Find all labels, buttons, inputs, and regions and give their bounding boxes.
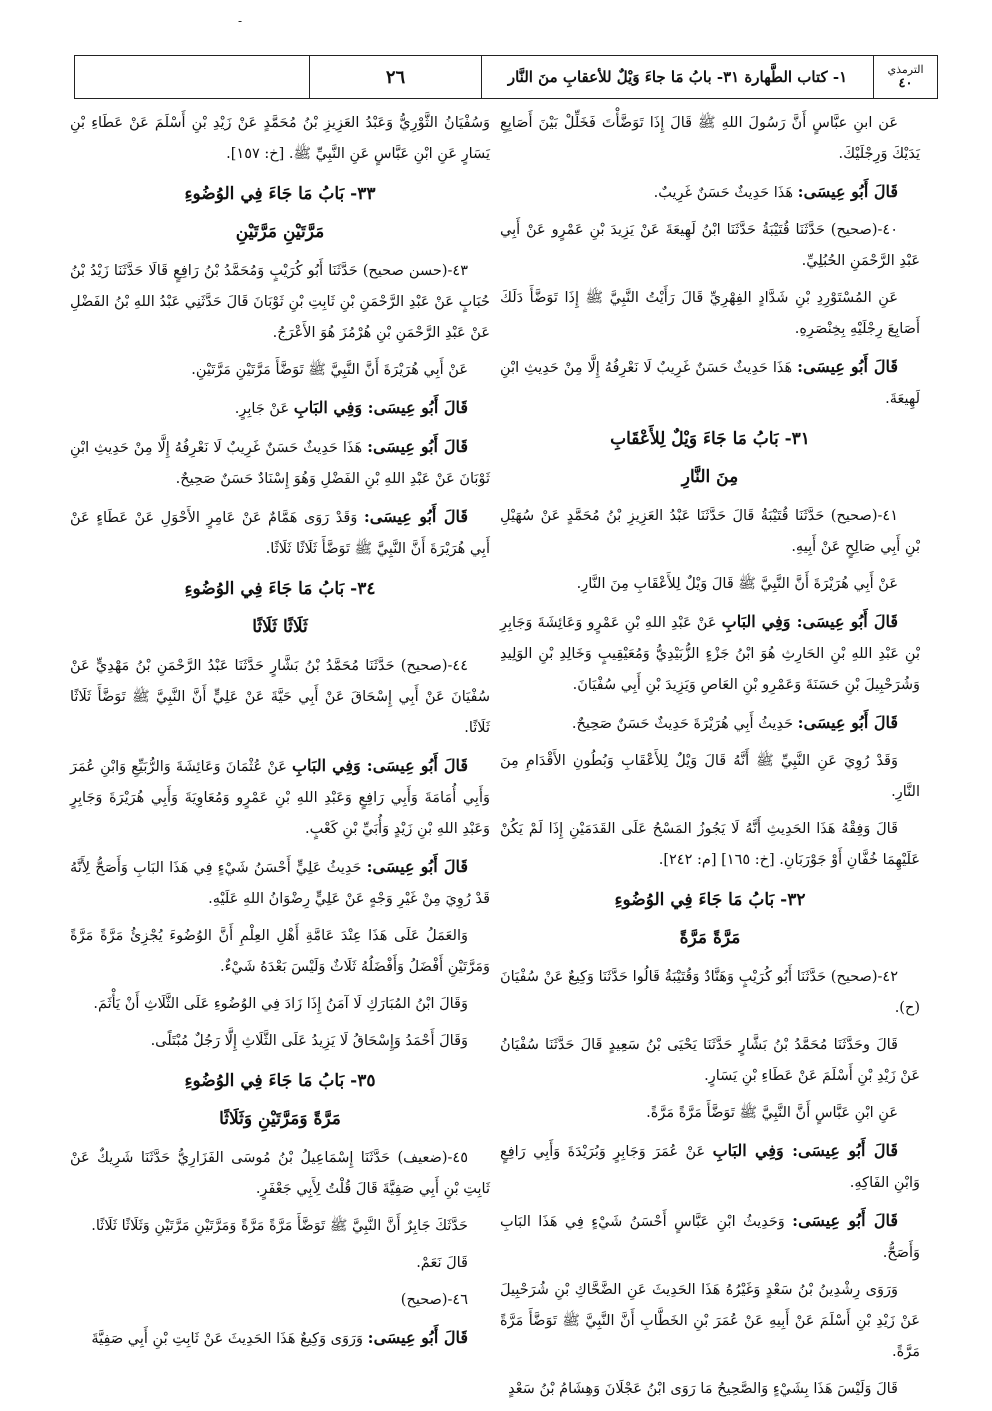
paragraph	[500, 606, 920, 701]
book-label	[873, 56, 937, 98]
chapter-subheading-31: مِنَ النَّارِ	[681, 467, 739, 487]
top-mark: -	[238, 14, 243, 28]
chapter-subheading-33: مَرَّتَيْنِ مَرَّتَيْنِ	[235, 222, 325, 242]
chapter-subheading-35: مَرَّةً وَمَرَّتَيْنِ وَثَلَاثًا	[219, 1109, 341, 1129]
speaker: قَالَ أَبُو عِيسَى:	[792, 1211, 899, 1230]
paragraph-text: هَذَا حَدِيثٌ حَسَنٌ غَرِيبٌ لَا نَعْرِفُهُ إِلَّا مِنْ حَدِيثِ ابْنِ ثَوْبَانَ عَنْ عَبْدِ اللهِ بْنِ الفَضْلِ وَهُوَ إِسْنَادٌ حَسَنٌ صَحِيحٌ.	[70, 440, 490, 487]
left-column	[70, 108, 490, 1361]
speaker: قَالَ أَبُو عِيسَى:	[366, 857, 468, 876]
speaker: قَالَ أَبُو عِيسَى: وَفِي البَابِ	[721, 612, 898, 631]
hadith-43: ٤٣-(حسن صحيح) حَدَّثَنَا أَبُو كُرَيْبٍ وَمُحَمَّدُ بْنُ رَافِعٍ قَالَا حَدَّثَنَا زَيْدُ بْنُ حُبَابٍ عَنْ عَبْدِ الرَّحْمَنِ بْنِ ثَابِتِ بْنِ ثَوْبَانَ قَالَ حَدَّثَنِي عَبْدُ اللهِ بْنُ الفَضْلِ عَنْ عَبْدِ الرَّحْمَنِ بْنِ هُرْمُزَ هُوَ الأَعْرَجُ.	[70, 263, 490, 341]
paragraph	[500, 351, 920, 415]
paragraph: وَقَالَ أَحْمَدُ وَإِسْحَاقُ لَا يَزِيدُ عَلَى الثَّلَاثِ إِلَّا رَجُلٌ مُبْتَلًى.	[150, 1033, 468, 1049]
paragraph	[70, 392, 490, 425]
paragraph-text: عَنْ جَابِرٍ.	[234, 401, 294, 417]
speaker: قَالَ أَبُو عِيسَى:	[797, 713, 898, 732]
book-number: ٤٠	[898, 76, 913, 91]
paragraph	[70, 431, 490, 495]
paragraph	[70, 501, 490, 565]
speaker: قَالَ أَبُو عِيسَى: وَفِي البَابِ	[291, 756, 469, 775]
speaker: قَالَ أَبُو عِيسَى: وَفِي البَابِ	[293, 398, 468, 417]
chapter-subheading-34: ثَلَاثًا ثَلَاثًا	[252, 617, 308, 637]
paragraph: عَنْ أَبِي هُرَيْرَةَ أَنَّ النَّبِيَّ ﷺ قَالَ وَيْلٌ لِلأَعْقَابِ مِنَ النَّارِ.	[576, 576, 898, 592]
paragraph-text: عَنْ عُثْمَانَ وَعَائِشَةَ وَالرُّبَيِّعِ وَابْنِ عُمَرَ وَأَبِي أُمَامَةَ وَأَبِي رَافِعٍ وَعَبْدِ اللهِ بْنِ عَمْرٍو وَمُعَاوِيَةَ وَأَبِي هُرَيْرَةَ وَجَابِرٍ وَعَبْدِ اللهِ بْنِ زَيْدٍ وَأُبَيِّ بْنِ كَعْبٍ.	[70, 759, 490, 837]
paragraph-text: حَدِيثُ عَلِيٍّ أَحْسَنُ شَيْءٍ فِي هَذَا البَابِ وَأَصَحُّ لِأَنَّهُ قَدْ رُوِيَ مِنْ غَيْرِ وَجْهٍ عَنْ عَلِيٍّ رِضْوَانُ اللهِ عَلَيْهِ.	[70, 860, 490, 907]
paragraph-text: هَذَا حَدِيثٌ حَسَنٌ غَرِيبٌ لَا نَعْرِفُهُ إِلَّا مِنْ حَدِيثِ ابْنِ لَهِيعَةَ.	[500, 360, 920, 407]
paragraph	[500, 1205, 920, 1269]
paragraph-text: هَذَا حَدِيثٌ حَسَنٌ غَرِيبٌ.	[653, 185, 798, 201]
paragraph: عَن ابنِ عبَّاسٍ أَنَّ رَسُولَ اللهِ ﷺ قَالَ إِذَا تَوَضَّأْتَ فَخَلِّلْ بَيْنَ أَصَابِعِ يَدَيْكَ وَرِجْلَيْكَ.	[500, 115, 920, 162]
speaker: قَالَ أَبُو عِيسَى: وَفِي البَابِ	[712, 1141, 898, 1160]
paragraph: وَقَدْ رُوِيَ عَنِ النَّبِيِّ ﷺ أَنَّهُ قَالَ وَيْلٌ لِلأَعْقَابِ وَبُطُونِ الأَقْدَامِ مِنَ النَّارِ.	[500, 753, 920, 800]
paragraph	[70, 750, 490, 845]
paragraph-text: عَنْ عَبْدِ اللهِ بْنِ عَمْرٍو وَعَائِشَةَ وَجَابِرِ بْنِ عَبْدِ اللهِ بْنِ الحَارِثِ هُوَ ابْنُ جَزْءٍ الزُّبَيْدِيُّ وَمُعَيْقِيبٍ وَخَالِدِ بْنِ الوَلِيدِ وَشُرَحْبِيلَ بْنِ حَسَنَةَ وَعَمْرِو بْنِ العَاصِ وَيَزِيدَ بْنِ أَبِي سُفْيَانَ.	[500, 615, 920, 693]
paragraph: حَدَّثَكَ جَابِرٌ أَنَّ النَّبِيَّ ﷺ تَوَضَّأَ مَرَّةً مَرَّةً وَمَرَّتَيْنِ مَرَّتَيْنِ وَثَلَاثًا ثَلَاثًا.	[91, 1218, 468, 1234]
paragraph: عَنْ أَبِي هُرَيْرَةَ أَنَّ النَّبِيَّ ﷺ تَوَضَّأَ مَرَّتَيْنِ مَرَّتَيْنِ.	[191, 362, 468, 378]
hadith-45: ٤٥-(ضعيف) حَدَّثَنَا إِسْمَاعِيلُ بْنُ مُوسَى الفَزَارِيُّ حَدَّثَنَا شَرِيكٌ عَنْ ثَابِتِ بْنِ أَبِي صَفِيَّةَ قَالَ قُلْتُ لِأَبِي جَعْفَرٍ.	[70, 1150, 490, 1197]
paragraph	[500, 176, 920, 209]
chapter-heading-34: ٣٤- بَابُ مَا جَاءَ فِي الوُضُوءِ	[184, 579, 376, 599]
paragraph-text: وَرَوَى وَكِيعٌ هَذَا الحَدِيثَ عَنْ ثَابِتِ بْنِ أَبِي صَفِيَّةَ	[91, 1331, 368, 1347]
paragraph	[500, 1135, 920, 1199]
speaker: قَالَ أَبُو عِيسَى:	[367, 437, 469, 456]
paragraph: قَالَ وَفِقْهُ هَذَا الحَدِيثِ أَنَّهُ لَا يَجُوزُ المَسْحُ عَلَى القَدَمَيْنِ إِذَا لَمْ يَكُنْ عَلَيْهِمَا خُفَّانِ أَوْ جَوْرَبَانِ. [خ: ١٦٥] [م: ٢٤٢].	[500, 821, 920, 868]
paragraph: وَالعَمَلُ عَلَى هَذَا عِنْدَ عَامَّةِ أَهْلِ العِلْمِ أَنَّ الوُضُوءَ يُجْزِئُ مَرَّةً مَرَّةً وَمَرَّتَيْنِ أَفْضَلُ وَأَفْضَلُهُ ثَلَاثٌ وَلَيْسَ بَعْدَهُ شَيْءٌ.	[70, 928, 490, 975]
paragraph-text: حَدِيثُ أَبِي هُرَيْرَةَ حَدِيثٌ حَسَنٌ صَحِيحٌ.	[571, 716, 798, 732]
hadith-40: ٤٠-(صحيح) حَدَّثَنَا قُتَيْبَةُ حَدَّثَنَا ابْنُ لَهِيعَةَ عَنْ يَزِيدَ بْنِ عَمْرٍو عَنْ أَبِي عَبْدِ الرَّحْمَنِ الحُبُلِيِّ.	[500, 222, 920, 269]
book-name: الترمذي	[887, 63, 924, 76]
speaker: قَالَ أَبُو عِيسَى:	[797, 357, 899, 376]
chapter-subheading-32: مَرَّةً مَرَّةً	[679, 928, 741, 948]
right-column	[500, 108, 920, 1411]
chapter-heading-31: ٣١- بَابُ مَا جَاءَ وَيْلٌ لِلأَعْقَابِ	[610, 429, 810, 449]
paragraph: قَالَ نَعَمْ.	[416, 1255, 468, 1271]
running-header	[74, 55, 938, 99]
paragraph: وَسُفْيَانُ الثَّوْرِيُّ وَعَبْدُ العَزِيزِ بْنُ مُحَمَّدٍ عَنْ زَيْدِ بْنِ أَسْلَمَ عَنْ عَطَاءِ بْنِ يَسَارٍ عَنِ ابْنِ عَبَّاسٍ عَنِ النَّبِيِّ ﷺ. [خ: ١٥٧].	[70, 115, 490, 162]
chapter-title: ١- كتاب الطَّهارة ٣١- بابُ مَا جاءَ وَيْلٌ للأعقابِ منَ النَّار	[481, 56, 873, 98]
paragraph: قَالَ وَلَيْسَ هَذَا بِشَيْءٍ وَالصَّحِيحُ مَا رَوَى ابْنُ عَجْلَانَ وَهِشَامُ بْنُ سَعْدٍ	[508, 1381, 898, 1397]
chapter-heading-33: ٣٣- بَابُ مَا جَاءَ فِي الوُضُوءِ	[184, 184, 376, 204]
chapter-heading-35: ٣٥- بَابُ مَا جَاءَ فِي الوُضُوءِ	[184, 1071, 376, 1091]
paragraph	[70, 1322, 490, 1355]
paragraph: عَنِ المُسْتَوْرِدِ بْنِ شَدَّادٍ الفِهْرِيِّ قَالَ رَأَيْتُ النَّبِيَّ ﷺ إِذَا تَوَضَّأَ دَلَكَ أَصَابِعَ رِجْلَيْهِ بِخِنْصَرِهِ.	[500, 290, 920, 337]
speaker: قَالَ أَبُو عِيسَى:	[363, 507, 468, 526]
hadith-41: ٤١-(صحيح) حَدَّثَنَا قُتَيْبَةُ قَالَ حَدَّثَنَا عَبْدُ العَزِيزِ بْنُ مُحَمَّدٍ عَنْ سُهَيْلِ بْنِ أَبِي صَالِحٍ عَنْ أَبِيهِ.	[500, 508, 920, 555]
paragraph	[70, 851, 490, 915]
paragraph: قَالَ وحَدَّثَنَا مُحَمَّدُ بْنُ بَشَّارٍ حَدَّثَنَا يَحْيَى بْنُ سَعِيدٍ قَالَ حَدَّثَنَا سُفْيَانُ عَنْ زَيْدِ بْنِ أَسْلَمَ عَنْ عَطَاءِ بْنِ يَسَارٍ.	[500, 1037, 920, 1084]
paragraph-text: وَحَدِيثُ ابْنِ عَبَّاسٍ أَحْسَنُ شَيْءٍ فِي هَذَا البَابِ وَأَصَحُّ.	[500, 1214, 920, 1261]
paragraph: وَقَالَ ابْنُ المُبَارَكِ لَا آمَنُ إِذَا زَادَ فِي الوُضُوءِ عَلَى الثَّلَاثِ أَنْ يَأْثَمَ.	[93, 996, 468, 1012]
hadith-42: ٤٢-(صحيح) حَدَّثَنَا أَبُو كُرَيْبٍ وَهَنَّادٌ وَقُتَيْبَةُ قَالُوا حَدَّثَنَا وَكِيعٌ عَنْ سُفْيَانَ (ح).	[500, 969, 920, 1016]
hadith-44: ٤٤-(صحيح) حَدَّثَنَا مُحَمَّدُ بْنُ بَشَّارٍ حَدَّثَنَا عَبْدُ الرَّحْمَنِ بْنُ مَهْدِيٍّ عَنْ سُفْيَانَ عَنْ أَبِي إِسْحَاقَ عَنْ أَبِي حَيَّةَ عَنْ عَلِيٍّ أَنَّ النَّبِيَّ ﷺ تَوَضَّأَ ثَلَاثًا ثَلَاثًا.	[70, 658, 490, 736]
header-blank-cell	[75, 56, 309, 98]
hadith-46: ٤٦-(صحيح)	[400, 1292, 468, 1308]
paragraph	[500, 707, 920, 740]
paragraph-text: عَنْ عُمَرَ وَجَابِرٍ وَبُرَيْدَةَ وَأَبِي رَافِعٍ وَابْنِ الفَاكِهِ.	[500, 1144, 920, 1191]
speaker: قَالَ أَبُو عِيسَى:	[367, 1328, 468, 1347]
paragraph: وَرَوَى رِشْدِينُ بْنُ سَعْدٍ وَغَيْرُهُ هَذَا الحَدِيثَ عَنِ الضَّحَّاكِ بْنِ شُرَحْبِيلَ عَنْ زَيْدِ بْنِ أَسْلَمَ عَنْ أَبِيهِ عَنْ عُمَرَ بْنِ الخَطَّابِ أَنَّ النَّبِيَّ ﷺ تَوَضَّأَ مَرَّةً مَرَّةً.	[500, 1282, 920, 1360]
paragraph: عَنِ ابْنِ عَبَّاسٍ أَنَّ النَّبِيَّ ﷺ تَوَضَّأَ مَرَّةً مَرَّةً.	[646, 1105, 898, 1121]
paragraph-text: وَقَدْ رَوَى هَمَّامٌ عَنْ عَامِرٍ الأَحْوَلِ عَنْ عَطَاءٍ عَنْ أَبِي هُرَيْرَةَ أَنَّ النَّبِيَّ ﷺ تَوَضَّأَ ثَلَاثًا ثَلَاثًا.	[70, 510, 490, 557]
chapter-heading-32: ٣٢- بَابُ مَا جَاءَ فِي الوُضُوءِ	[614, 890, 806, 910]
speaker: قَالَ أَبُو عِيسَى:	[797, 182, 898, 201]
page-number: ٢٦	[309, 56, 481, 98]
